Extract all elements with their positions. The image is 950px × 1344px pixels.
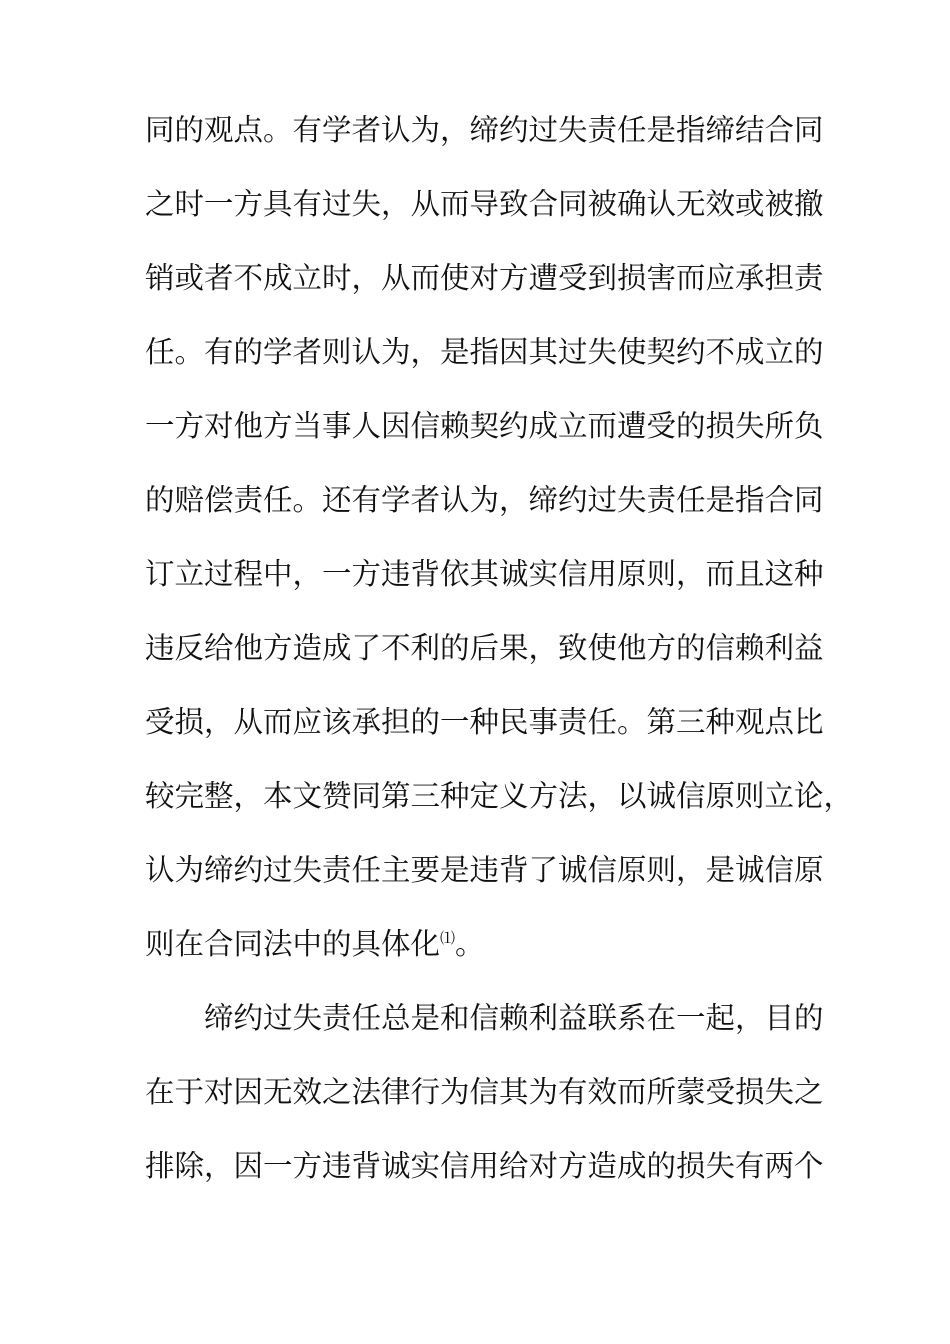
paragraph-last-line-end: 。 xyxy=(455,927,485,961)
paragraph-line: 一方对他方当事人因信赖契约成立而遭受的损失所负 xyxy=(145,409,824,443)
paragraph-last-line xyxy=(145,924,810,964)
paragraph-line: 受损，从而应该承担的一种民事责任。第三种观点比 xyxy=(145,705,824,739)
paragraph-line: 任。有的学者则认为，是指因其过失使契约不成立的 xyxy=(145,335,824,369)
paragraph-line: 在于对因无效之法律行为信其为有效而所蒙受损失之 xyxy=(145,1075,824,1109)
paragraph-line: 较完整，本文赞同第三种定义方法，以诚信原则立论， xyxy=(145,779,854,813)
paragraph-line: 之时一方具有过失，从而导致合同被确认无效或被撤 xyxy=(145,187,824,221)
paragraph-line: 订立过程中，一方违背依其诚实信用原则，而且这种 xyxy=(145,557,824,591)
paragraph-line: 缔约过失责任总是和信赖利益联系在一起，目的 xyxy=(204,1001,824,1035)
paragraph-line: 违反给他方造成了不利的后果，致使他方的信赖利益 xyxy=(145,631,824,665)
paragraph-line: 同的观点。有学者认为，缔约过失责任是指缔结合同 xyxy=(145,113,824,147)
paragraph-line: 的赔偿责任。还有学者认为，缔约过失责任是指合同 xyxy=(145,483,824,517)
paragraph-line: 认为缔约过失责任主要是违背了诚信原则，是诚信原 xyxy=(145,853,824,887)
footnote-marker[interactable]: ⑴ xyxy=(440,929,456,948)
paragraph-last-line-text: 则在合同法中的具体化 xyxy=(145,927,441,961)
paragraph-line: 销或者不成立时，从而使对方遭受到损害而应承担责 xyxy=(145,261,824,295)
paragraph-line: 排除，因一方违背诚实信用给对方造成的损失有两个 xyxy=(145,1149,824,1183)
